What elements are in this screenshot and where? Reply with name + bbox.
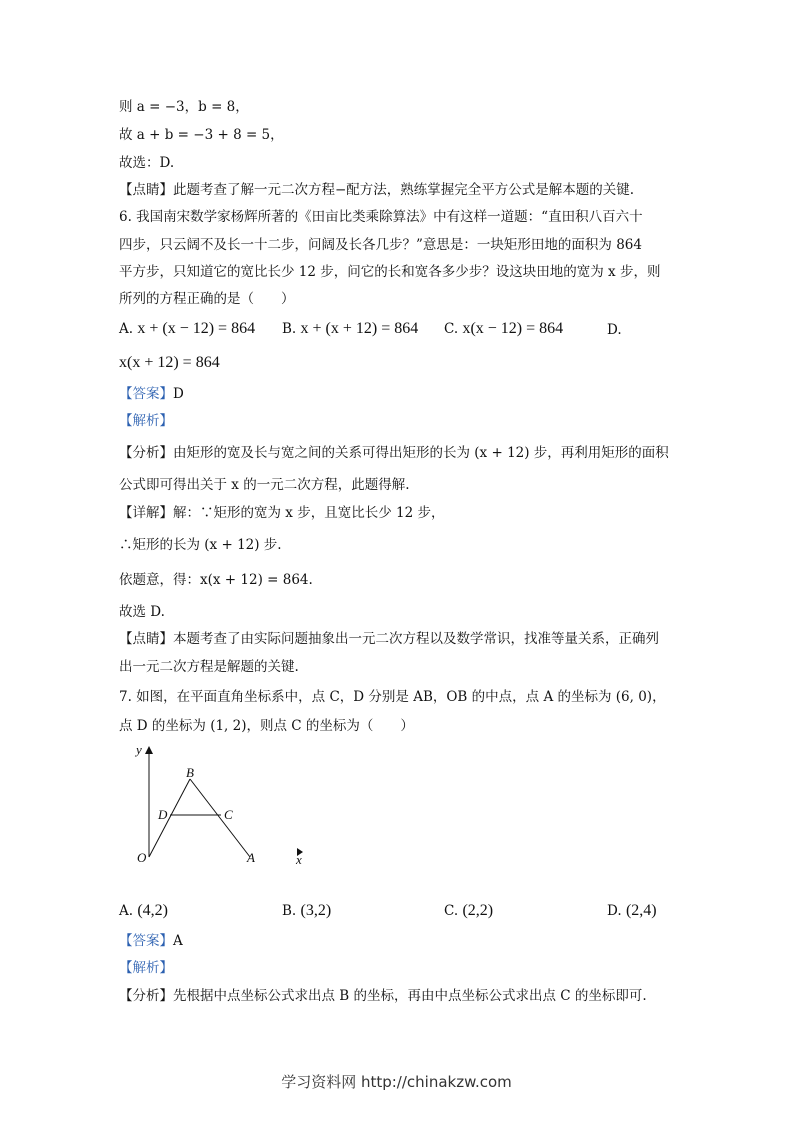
- q7-jiexi-tag: 【解析】: [119, 960, 173, 976]
- q6-stem-line-1: 6. 我国南宋数学家杨辉所著的《田亩比类乘除算法》中有这样一道题：“直田积八百六十: [119, 209, 643, 225]
- q7-stem-line-1: 7. 如图，在平面直角坐标系中，点 C，D 分别是 AB，OB 的中点，点 A 的坐标为 (6, 0)，: [119, 689, 666, 705]
- prev-answer-choice: 故选：D.: [119, 155, 175, 171]
- q6-option-b-label: B.: [282, 321, 297, 337]
- q7-option-a: [119, 902, 168, 920]
- dianjing-text: 此题考查了解一元二次方程−配方法，熟练掌握完全平方公式是解本题的关键.: [173, 182, 635, 198]
- q6-stem-line-4: 所列的方程正确的是（ ）: [119, 291, 295, 307]
- q6-dianjing-text-1: 本题考查了由实际问题抽象出一元二次方程以及数学常识，找准等量关系，正确列: [173, 631, 659, 647]
- point-d-label: D: [158, 807, 168, 822]
- q6-fenxi-text-1: 由矩形的宽及长与宽之间的关系可得出矩形的长为 (x + 12) 步，再利用矩形的面积: [173, 445, 669, 461]
- q7-fenxi-line: [119, 987, 647, 1005]
- q6-option-c-label: C.: [444, 321, 459, 337]
- prev-answer-line-1: 则 a = −3，b = 8，: [119, 99, 249, 115]
- q7-stem-line-2: 点 D 的坐标为 (1, 2)，则点 C 的坐标为（ ）: [119, 718, 414, 734]
- q6-xiangjie-line-3: 依题意，得：x(x + 12) = 864.: [119, 572, 313, 588]
- q7-option-b-text: (3,2): [300, 902, 332, 919]
- prev-dianjing: [119, 181, 634, 199]
- answer-tag: 【答案】: [119, 386, 173, 402]
- q6-xiangjie-text-1: 解：∵矩形的宽为 x 步，且宽比长少 12 步，: [173, 505, 445, 521]
- q7-option-b-label: B.: [282, 903, 297, 919]
- q7-option-b: [282, 902, 331, 920]
- q7-fenxi-text: 先根据中点坐标公式求出点 B 的坐标，再由中点坐标公式求出点 C 的坐标即可.: [173, 988, 647, 1004]
- q7-option-c-label: C.: [444, 903, 459, 919]
- q7-option-d: [607, 902, 657, 920]
- q6-fenxi-line-1: [119, 444, 669, 462]
- point-o-label: O: [137, 850, 147, 865]
- q6-answer: [119, 385, 184, 403]
- point-b-label: B: [186, 765, 194, 780]
- dianjing-tag: 【点睛】: [119, 182, 173, 198]
- q6-option-b-text: x + (x + 12) = 864: [300, 320, 419, 337]
- q7-answer: [119, 932, 183, 950]
- q6-option-a-label: A.: [119, 321, 134, 337]
- prev-answer-line-2: 故 a + b = −3 + 8 = 5，: [119, 127, 284, 143]
- segment-ab: [190, 779, 250, 857]
- q7-figure: [130, 742, 320, 872]
- q6-dianjing-line-2: 出一元二次方程是解题的关键.: [119, 659, 299, 675]
- point-a-label: A: [247, 850, 255, 865]
- q6-option-c: [444, 320, 563, 338]
- point-c-label: C: [224, 807, 233, 822]
- xiangjie-tag: 【详解】: [119, 505, 173, 521]
- dianjing-tag-2: 【点睛】: [119, 631, 173, 647]
- page-footer: 学习资料网 http://chinakzw.com: [281, 1073, 512, 1091]
- q6-jiexi-tag: 【解析】: [119, 413, 173, 429]
- y-axis-arrow-icon: [145, 746, 153, 754]
- q7-option-a-text: (4,2): [137, 902, 168, 919]
- q6-option-a-text: x + (x − 12) = 864: [137, 320, 256, 337]
- segment-ob: [149, 779, 190, 857]
- q6-option-c-text: x(x − 12) = 864: [462, 320, 564, 337]
- q7-option-d-label: D.: [607, 903, 622, 919]
- answer-tag-2: 【答案】: [119, 933, 173, 949]
- q6-stem-line-3: 平方步，只知道它的宽比长少 12 步，问它的长和宽各多少步？设这块田地的宽为 x 步，则: [119, 264, 661, 280]
- q6-stem-line-2: 四步，只云阔不及长一十二步，问阔及长各几步？”意思是：一块矩形田地的面积为 864: [119, 237, 642, 253]
- q6-option-b: [282, 320, 418, 338]
- y-axis-label: y: [136, 742, 142, 757]
- q6-xiangjie-line-2: ∴矩形的长为 (x + 12) 步.: [119, 537, 282, 553]
- q7-option-d-text: (2,4): [625, 902, 657, 919]
- q6-dianjing-line-1: [119, 630, 659, 648]
- q6-fenxi-line-2: 公式即可得出关于 x 的一元二次方程，此题得解.: [119, 477, 410, 493]
- q6-xiangjie-line-1: [119, 504, 444, 522]
- q6-option-a: [119, 320, 255, 338]
- q6-option-d-label: D.: [607, 322, 622, 338]
- q6-xiangjie-line-4: 故选 D.: [119, 604, 165, 620]
- q6-answer-value: D: [173, 386, 184, 402]
- q6-option-d-text: [119, 354, 220, 372]
- x-axis-label: x: [296, 852, 302, 867]
- fenxi-tag: 【分析】: [119, 445, 173, 461]
- q7-option-c-text: (2,2): [462, 902, 494, 919]
- q7-option-c: [444, 902, 493, 920]
- fenxi-tag-2: 【分析】: [119, 988, 173, 1004]
- q6-option-d-formula: x(x + 12) = 864: [119, 354, 220, 371]
- q7-option-a-label: A.: [119, 903, 134, 919]
- q7-answer-value: A: [173, 933, 183, 949]
